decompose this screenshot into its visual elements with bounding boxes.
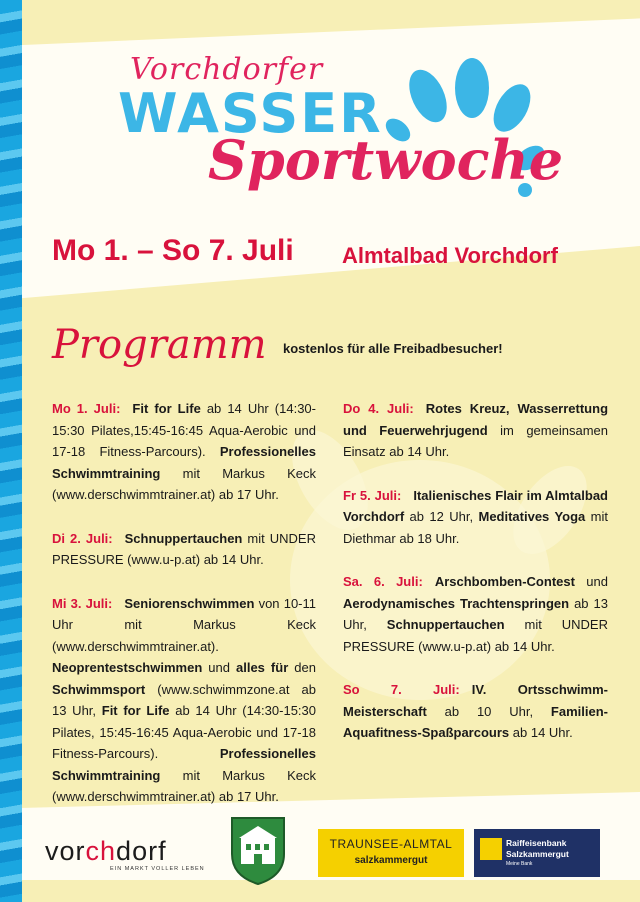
program-day: Sa. 6. Juli: <box>343 574 423 589</box>
program-text: (www.schwimmzone.at ab 13 Uhr, <box>52 681 316 718</box>
vorchdorf-logo-accent: ch <box>85 836 117 866</box>
program-text: und <box>202 660 236 675</box>
program-highlight: Professionelles Schwimmtraining <box>52 444 316 481</box>
program-day: Fr 5. Juli: <box>343 487 402 503</box>
program-highlight: Schnuppertauchen <box>386 617 505 632</box>
vorchdorf-logo-part: dorf <box>116 836 167 866</box>
traunsee-line1: TRAUNSEE-ALMTAL <box>329 837 453 851</box>
raiffeisen-gable-icon <box>480 838 502 860</box>
program-highlight: Arschbomben-Contest <box>434 574 575 589</box>
pool-water-strip <box>0 0 22 902</box>
program-highlight: Aerodynamisches Trachtenspringen <box>343 595 570 611</box>
program-highlight: Italienisches Flair im Almtalbad Vorchdorf <box>343 487 608 524</box>
program-text: mit Markus Keck (www.derschwimmtrainer.at) ab 17 Uhr. <box>52 767 316 804</box>
program-highlight: Seniorenschwimmen <box>124 595 255 611</box>
program-text: mit UNDER PRESSURE (www.u-p.at) ab 14 Uhr. <box>343 617 608 654</box>
program-highlight: Schnuppertauchen <box>124 530 243 546</box>
event-location: Almtalbad Vorchdorf <box>342 243 558 268</box>
program-entry <box>52 398 316 506</box>
program-day: So 7. Juli: <box>343 682 460 697</box>
program-highlight: Meditatives Yoga <box>478 509 586 524</box>
event-dates: Mo 1. – So 7. Juli <box>52 234 294 267</box>
vorchdorf-tagline: EIN MARKT VOLLER LEBEN <box>110 866 205 872</box>
coat-of-arms-icon <box>228 814 288 886</box>
program-text: ab 10 Uhr, <box>426 703 551 719</box>
vorchdorf-logo-part: vor <box>45 836 86 866</box>
traunsee-line2: salzkammergut <box>354 855 428 866</box>
traunsee-almtal-logo <box>318 829 464 877</box>
program-highlight: Professionelles Schwimmtraining <box>52 746 316 783</box>
raiffeisen-line1: Raiffeisenbank <box>506 838 567 848</box>
program-highlight: Neoprentestschwimmen <box>52 660 203 675</box>
program-text: von 10-11 Uhr mit Markus Keck (www.derschwimmtrainer.at). <box>52 595 316 654</box>
program-highlight: Fit for Life <box>132 401 201 416</box>
program-highlight: Rotes Kreuz, Wasserrettung und Feuerwehrjugend <box>343 401 609 438</box>
program-highlight: Schwimmsport <box>52 681 146 697</box>
program-text: mit Markus Keck (www.derschwimmtrainer.at) ab 17 Uhr. <box>52 465 316 502</box>
program-text: und <box>574 574 608 589</box>
program-day: Do 4. Juli: <box>343 401 414 416</box>
program-column-left <box>52 398 316 830</box>
program-text: ab 14 Uhr. <box>509 725 573 740</box>
program-entry <box>52 593 316 808</box>
program-text: ab 14 Uhr (14:30-15:30 Pilates, 15:45-16:45 Aqua-Aerobic und 17-18 Fitness-Parcours). <box>52 703 316 761</box>
vorchdorf-logo <box>45 836 167 867</box>
program-day: Di 2. Juli: <box>52 530 113 546</box>
program-entry <box>343 485 608 550</box>
title-sportwoche: Sportwoche <box>208 128 564 192</box>
bottom-yellow-band <box>0 880 640 902</box>
program-highlight: IV. Ortsschwimm-Meisterschaft <box>343 682 608 719</box>
program-text: mit UNDER PRESSURE (www.u-p.at) ab 14 Uhr. <box>52 530 316 567</box>
program-column-right <box>343 398 608 766</box>
program-text: im gemeinsamen Einsatz ab 14 Uhr. <box>343 422 608 459</box>
title-wasser: WASSER <box>118 82 383 145</box>
program-day: Mo 1. Juli: <box>52 401 121 416</box>
program-day: Mi 3. Juli: <box>52 595 113 611</box>
program-highlight: Familien-Aquafitness-Spaßparcours <box>343 703 608 740</box>
program-title: Programm <box>52 322 267 368</box>
raiffeisen-line2: Salzkammergut <box>506 849 569 859</box>
program-entry <box>343 398 608 463</box>
program-entry <box>343 679 608 744</box>
program-highlight: Fit for Life <box>101 703 170 718</box>
program-entry <box>343 571 608 657</box>
program-text: mit Diethmar ab 18 Uhr. <box>343 509 608 546</box>
program-text: ab 13 Uhr, <box>343 595 608 632</box>
program-highlight: alles für <box>236 660 289 675</box>
program-text: ab 14 Uhr (14:30-15:30 Pilates,15:45-16:45 Aqua-Aerobic und 17-18 Fitness-Parcours). <box>52 401 316 459</box>
program-text: ab 12 Uhr, <box>404 509 479 524</box>
program-entry <box>52 528 316 571</box>
title-vorchdorfer: Vorchdorfer <box>130 52 324 87</box>
program-subtitle: kostenlos für alle Freibadbesucher! <box>283 341 503 356</box>
program-text: den <box>288 660 316 675</box>
raiffeisenbank-logo <box>474 829 600 877</box>
raiffeisen-line3: Meine Bank <box>506 861 533 867</box>
